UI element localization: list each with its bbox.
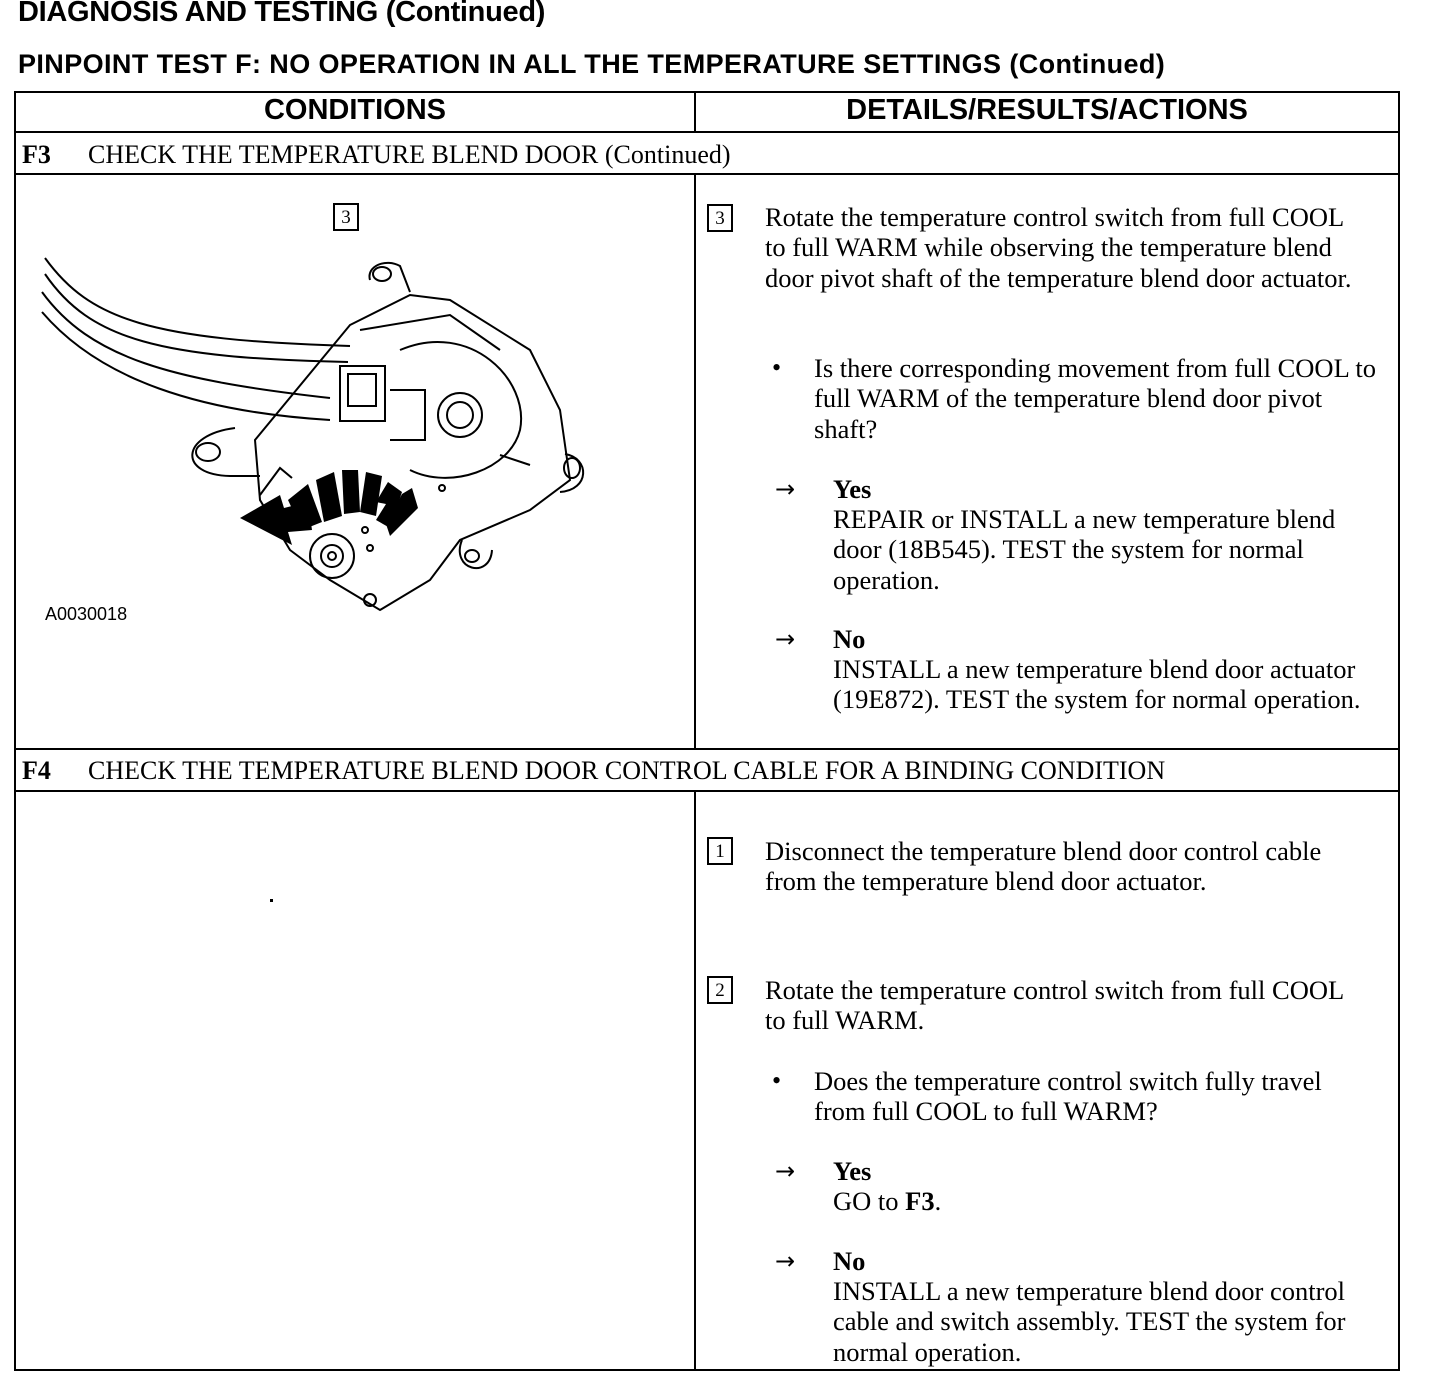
bullet-icon: •	[772, 353, 782, 382]
f4-no-action: INSTALL a new temperature blend door control cable and switch assembly. TEST the system for normal operation.	[833, 1276, 1346, 1367]
f3-yes-label: Yes	[833, 474, 872, 504]
stray-dot	[270, 899, 273, 902]
f3-yes-action: REPAIR or INSTALL a new temperature blend door (18B545). TEST the system for normal operation.	[833, 504, 1336, 595]
f4-yes-action: GO to F3.	[833, 1186, 942, 1216]
f3-no-label: No	[833, 624, 866, 654]
arrow-right-icon: →	[775, 1157, 796, 1185]
arrow-right-icon: →	[775, 1247, 796, 1275]
f3-no-action: INSTALL a new temperature blend door actuator (19E872). TEST the system for normal operation.	[833, 654, 1361, 715]
page-title: DIAGNOSIS AND TESTING (Continued)	[18, 0, 546, 28]
f4-no-label: No	[833, 1246, 866, 1276]
f4-question: Does the temperature control switch fully travel from full COOL to full WARM?	[814, 1066, 1322, 1127]
f3-step-instruction: Rotate the temperature control switch from full COOL to full WARM while observing the temperature blend door pivot shaft of the temperature blend door actuator.	[765, 202, 1352, 293]
step-f4-header	[22, 756, 1165, 786]
step-f4-title: CHECK THE TEMPERATURE BLEND DOOR CONTROL CABLE FOR A BINDING CONDITION	[88, 756, 1166, 785]
arrow-right-icon: →	[775, 625, 796, 653]
f4-step1-instruction: Disconnect the temperature blend door control cable from the temperature blend door actuator.	[765, 836, 1322, 897]
step-number-box: 2	[707, 976, 733, 1004]
blend-door-actuator-illustration	[30, 240, 610, 640]
column-header-conditions: CONDITIONS	[263, 94, 447, 126]
step-number-box: 1	[707, 837, 733, 865]
figure-step-box: 3	[333, 203, 359, 231]
step-f3-id: F3	[22, 140, 51, 169]
f4-yes-label: Yes	[833, 1156, 872, 1186]
figure-label: A0030018	[45, 604, 128, 624]
arrow-right-icon: →	[775, 475, 796, 503]
f4-yes-ref: F3	[905, 1186, 935, 1216]
column-header-details: DETAILS/RESULTS/ACTIONS	[846, 94, 1248, 126]
f3-question: Is there corresponding movement from full COOL to full WARM of the temperature blend door pivot shaft?	[814, 353, 1377, 444]
step-number-box: 3	[707, 204, 733, 232]
f4-step2-instruction: Rotate the temperature control switch from full COOL to full WARM.	[765, 975, 1344, 1036]
step-f3-header	[22, 140, 731, 170]
bullet-icon: •	[772, 1066, 782, 1095]
pinpoint-test-title: PINPOINT TEST F: NO OPERATION IN ALL THE TEMPERATURE SETTINGS (Continued)	[18, 49, 1166, 79]
step-f4-id: F4	[22, 756, 51, 785]
step-f3-title: CHECK THE TEMPERATURE BLEND DOOR (Continued)	[88, 140, 731, 169]
